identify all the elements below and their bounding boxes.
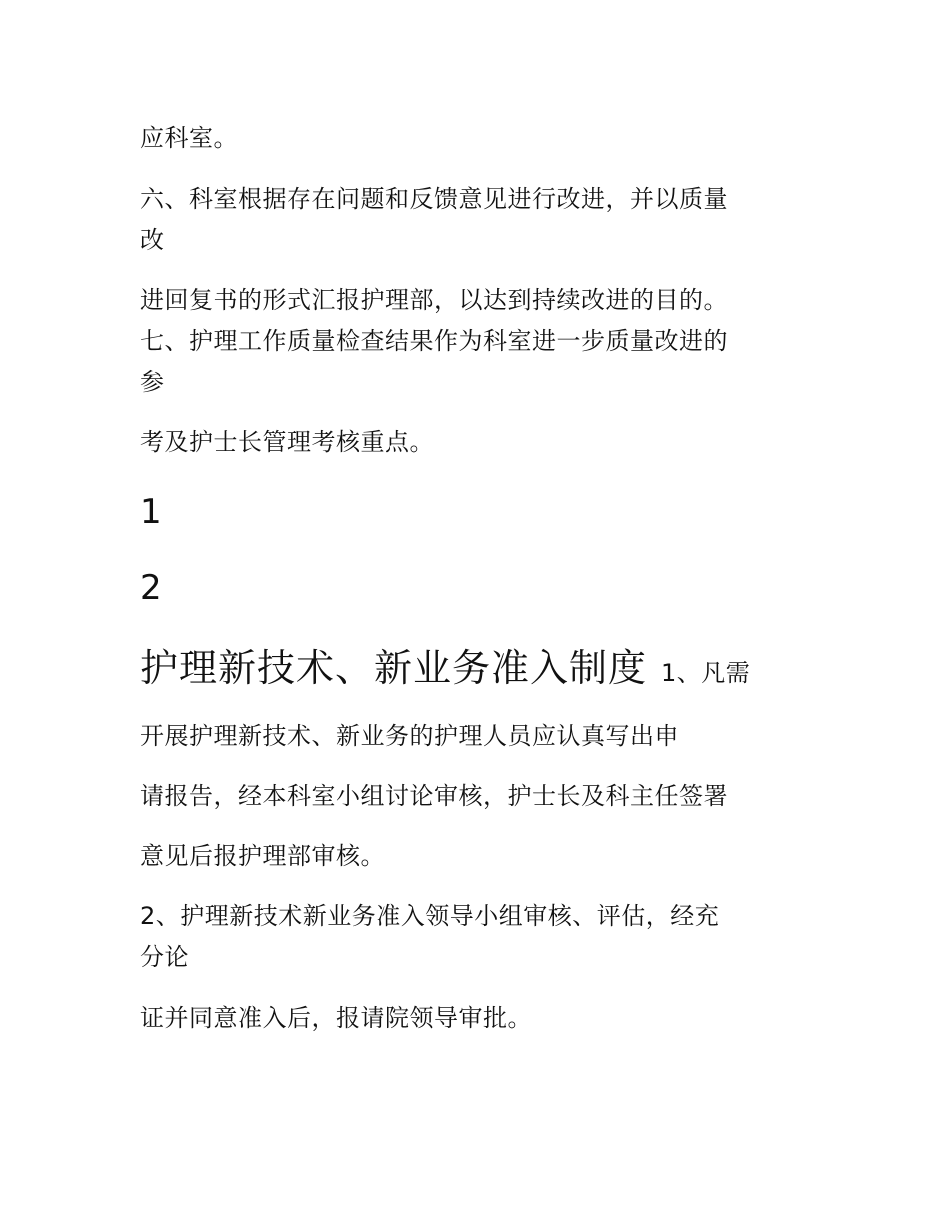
heading-tail: 1、凡需 [661, 659, 751, 687]
text-line: 进回复书的形式汇报护理部，以达到持续改进的目的。 [140, 286, 728, 314]
text-line: 七、护理工作质量检查结果作为科室进一步质量改进的 [140, 327, 728, 355]
text-line: 参 [140, 368, 165, 396]
body-line: 证并同意准入后，报请院领导审批。 [140, 1004, 532, 1032]
text-line: 考及护士长管理考核重点。 [140, 428, 434, 456]
body-line: 2、护理新技术新业务准入领导小组审核、评估，经充 [140, 902, 720, 930]
page-number-1: 1 [140, 492, 162, 532]
text-line: 应科室。 [140, 124, 238, 152]
page-number-2: 2 [140, 568, 162, 608]
section-heading [140, 644, 750, 697]
body-line: 请报告，经本科室小组讨论审核，护士长及科主任签署 [140, 782, 728, 810]
body-line: 意见后报护理部审核。 [140, 842, 385, 870]
heading-title: 护理新技术、新业务准入制度 [140, 646, 648, 690]
text-line: 改 [140, 226, 165, 254]
body-line: 分论 [140, 943, 189, 971]
body-line: 开展护理新技术、新业务的护理人员应认真写出申 [140, 722, 679, 750]
text-line: 六、科室根据存在问题和反馈意见进行改进，并以质量 [140, 185, 728, 213]
